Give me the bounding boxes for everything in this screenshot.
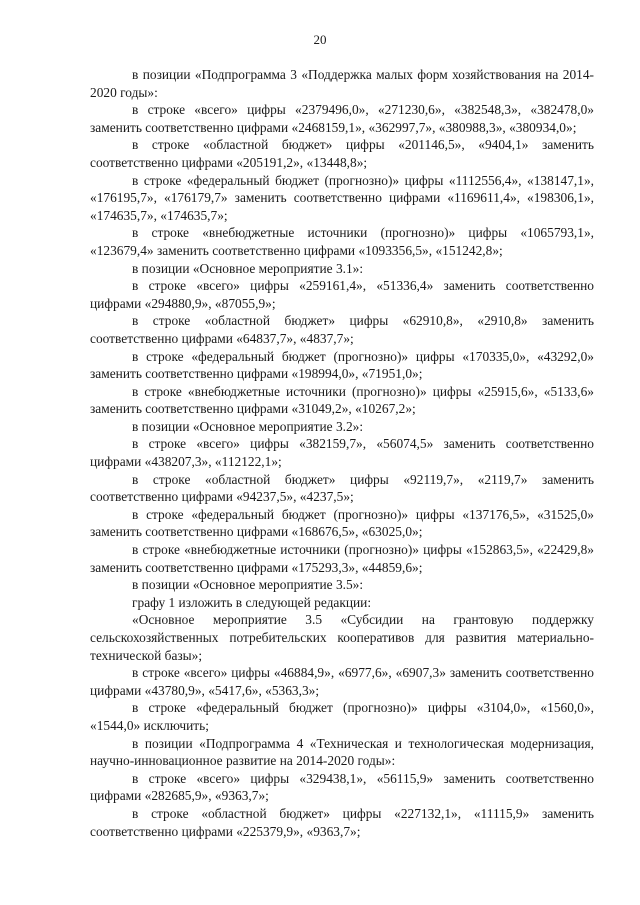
paragraph: в строке «всего» цифры «329438,1», «56115,9» заменить соответственно цифрами «282685,9», «9363,7»; <box>90 770 594 804</box>
paragraph: в строке «областной бюджет» цифры «201146,5», «9404,1» заменить соответственно цифрами «205191,2», «13448,8»; <box>90 137 594 170</box>
paragraph: в строке «областной бюджет» цифры «92119,7», «2119,7» заменить соответственно цифрами «94237,5», «4237,5»; <box>90 471 594 505</box>
paragraph: в позиции «Основное мероприятие 3.5»: <box>132 577 364 593</box>
paragraph: в строке «внебюджетные источники (прогнозно)» цифры «1065793,1», «123679,4» заменить соответственно цифрами «1093356,5», «151242,8»; <box>90 225 594 258</box>
document-body <box>90 66 594 840</box>
paragraph: в строке «внебюджетные источники (прогнозно)» цифры «25915,6», «5133,6» заменить соответственно цифрами «31049,2», «10267,2»; <box>90 383 594 417</box>
paragraph: в позиции «Подпрограмма 4 «Техническая и технологическая модернизация, научно-инновационное развитие на 2014-2020 годы»: <box>90 735 594 769</box>
paragraph: в строке «всего» цифры «259161,4», «51336,4» заменить соответственно цифрами «294880,9», «87055,9»; <box>90 278 594 311</box>
paragraph: в позиции «Основное мероприятие 3.2»: <box>132 418 364 434</box>
paragraph: в строке «областной бюджет» цифры «227132,1», «11115,9» заменить соответственно цифрами «225379,9», «9363,7»; <box>90 805 594 839</box>
paragraph: в строке «федеральный бюджет (прогнозно)» цифры «1112556,4», «138147,1», «176195,7», «176179,7» заменить соответственно цифрами «1169611,4», «198306,1», «174635,7», «174635,7»; <box>90 172 594 223</box>
paragraph: в строке «федеральный бюджет (прогнозно)» цифры «137176,5», «31525,0» заменить соответственно цифрами «168676,5», «63025,0»; <box>90 506 594 540</box>
paragraph: в строке «всего» цифры «2379496,0», «271230,6», «382548,3», «382478,0» заменить соответственно цифрами «2468159,1», «362997,7», «380988,3», «380934,0»; <box>90 102 594 135</box>
paragraph: графу 1 изложить в следующей редакции: <box>132 594 372 610</box>
paragraph: в строке «всего» цифры «382159,7», «56074,5» заменить соответственно цифрами «438207,3», «112122,1»; <box>90 436 594 470</box>
paragraph: в строке «областной бюджет» цифры «62910,8», «2910,8» заменить соответственно цифрами «64837,7», «4837,7»; <box>90 313 594 346</box>
paragraph: «Основное мероприятие 3.5 «Субсидии на грантовую поддержку сельскохозяйственных потребительских кооперативов для развития материально-технической базы»; <box>90 612 594 663</box>
paragraph: в строке «внебюджетные источники (прогнозно)» цифры «152863,5», «22429,8» заменить соответственно цифрами «175293,3», «44859,6»; <box>90 542 594 575</box>
page-number: 20 <box>313 32 327 47</box>
paragraph: в строке «федеральный бюджет (прогнозно)» цифры «3104,0», «1560,0», «1544,0» исключить; <box>90 700 594 733</box>
paragraph: в строке «всего» цифры «46884,9», «6977,6», «6907,3» заменить соответственно цифрами «43780,9», «5417,6», «5363,3»; <box>90 665 594 698</box>
paragraph: в позиции «Подпрограмма 3 «Поддержка малых форм хозяйствования на 2014-2020 годы»: <box>90 67 594 100</box>
paragraph: в позиции «Основное мероприятие 3.1»: <box>132 260 364 276</box>
paragraph: в строке «федеральный бюджет (прогнозно)» цифры «170335,0», «43292,0» заменить соответственно цифрами «198994,0», «71951,0»; <box>90 348 594 382</box>
